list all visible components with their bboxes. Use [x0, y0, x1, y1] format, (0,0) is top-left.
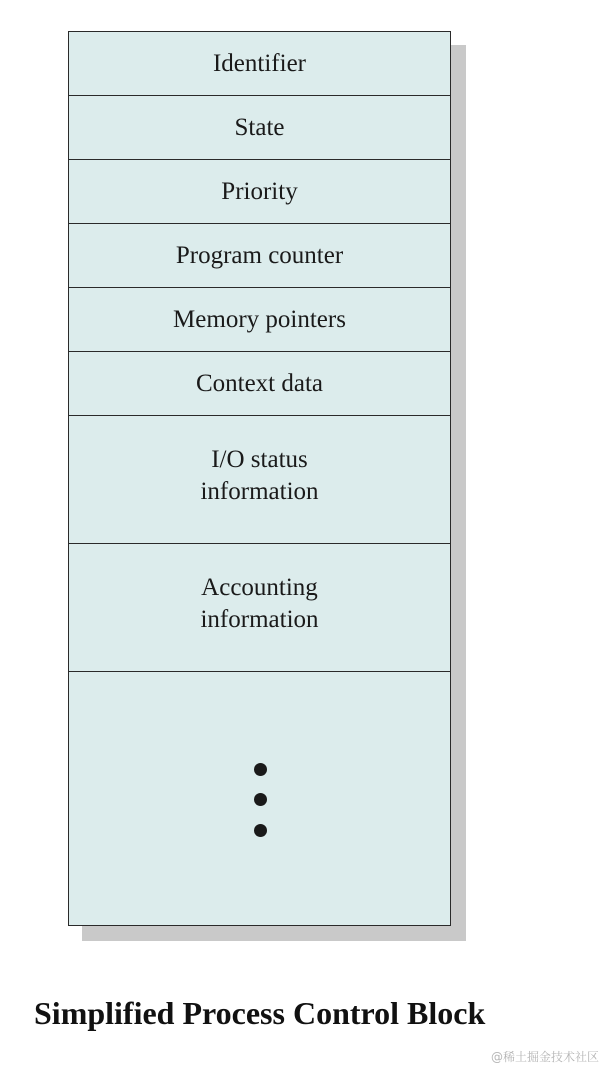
diagram-caption: Simplified Process Control Block [34, 995, 486, 1031]
watermark: @稀土掘金技术社区 [490, 1050, 599, 1064]
vertical-ellipsis-icon [69, 672, 450, 925]
field-state: State [69, 96, 450, 160]
ellipsis-dot [254, 793, 267, 806]
field-identifier: Identifier [69, 32, 450, 96]
ellipsis-dot [254, 763, 267, 776]
field-context-data: Context data [69, 352, 450, 416]
field-io-status-information: I/O status information [69, 416, 450, 544]
field-memory-pointers: Memory pointers [69, 288, 450, 352]
field-accounting-information: Accounting information [69, 544, 450, 672]
process-control-block [68, 31, 451, 926]
ellipsis-dot [254, 824, 267, 837]
field-priority: Priority [69, 160, 450, 224]
field-program-counter: Program counter [69, 224, 450, 288]
